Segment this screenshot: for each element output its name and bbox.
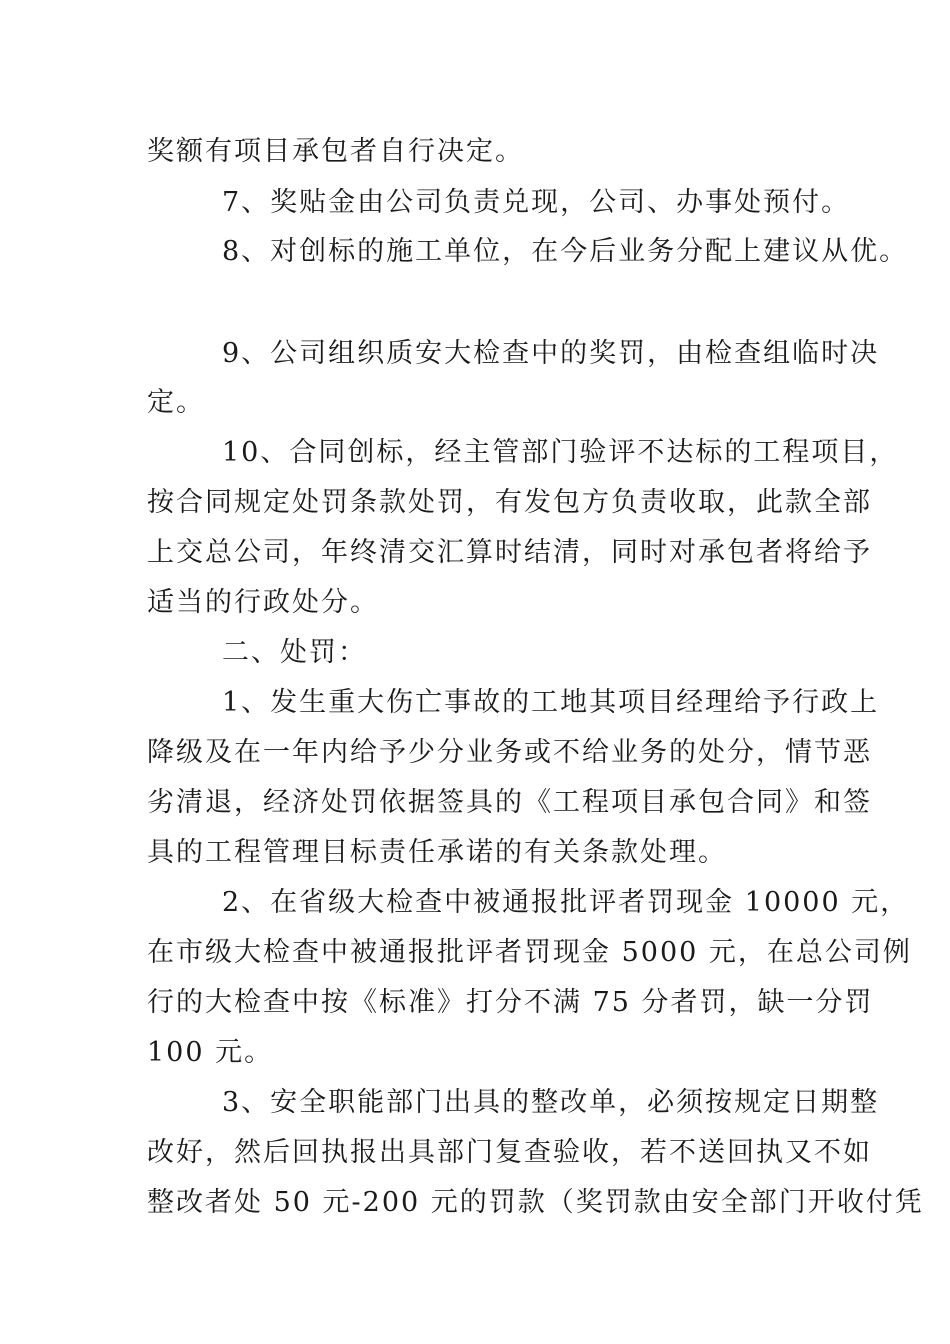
text-line: 上交总公司，年终清交汇算时结清，同时对承包者将给予 (147, 537, 872, 568)
text-line: 劣清退，经济处罚依据签具的《工程项目承包合同》和签 (147, 787, 872, 818)
text-line: 行的大检查中按《标准》打分不满 75 分者罚，缺一分罚 (147, 987, 874, 1018)
text-line: 2、在省级大检查中被通报批评者罚现金 10000 元， (222, 887, 910, 918)
text-line: 适当的行政处分。 (147, 587, 379, 618)
text-line: 3、安全职能部门出具的整改单，必须按规定日期整 (222, 1087, 880, 1118)
text-line: 改好，然后回执报出具部门复查验收，若不送回执又不如 (147, 1137, 872, 1168)
text-line: 在市级大检查中被通报批评者罚现金 5000 元，在总公司例 (147, 937, 912, 968)
text-line: 1、发生重大伤亡事故的工地其项目经理给予行政上 (222, 687, 880, 718)
text-line: 8、对创标的施工单位，在今后业务分配上建议从优。 (222, 236, 909, 267)
text-line: 100 元。 (147, 1037, 274, 1068)
text-line: 整改者处 50 元-200 元的罚款（奖罚款由安全部门开收付凭 (147, 1187, 924, 1218)
text-line: 7、奖贴金由公司负责兑现，公司、办事处预付。 (222, 187, 851, 218)
text-line: 9、公司组织质安大检查中的奖罚，由检查组临时决 (222, 338, 880, 369)
text-line: 奖额有项目承包者自行决定。 (147, 136, 524, 167)
text-line: 10、合同创标，经主管部门验评不达标的工程项目， (222, 437, 899, 468)
section-heading: 二、处罚： (222, 637, 367, 668)
text-line: 定。 (147, 387, 205, 418)
text-line: 降级及在一年内给予少分业务或不给业务的处分，情节恶 (147, 737, 872, 768)
text-line: 具的工程管理目标责任承诺的有关条款处理。 (147, 837, 727, 868)
text-line: 按合同规定处罚条款处罚，有发包方负责收取，此款全部 (147, 487, 872, 518)
